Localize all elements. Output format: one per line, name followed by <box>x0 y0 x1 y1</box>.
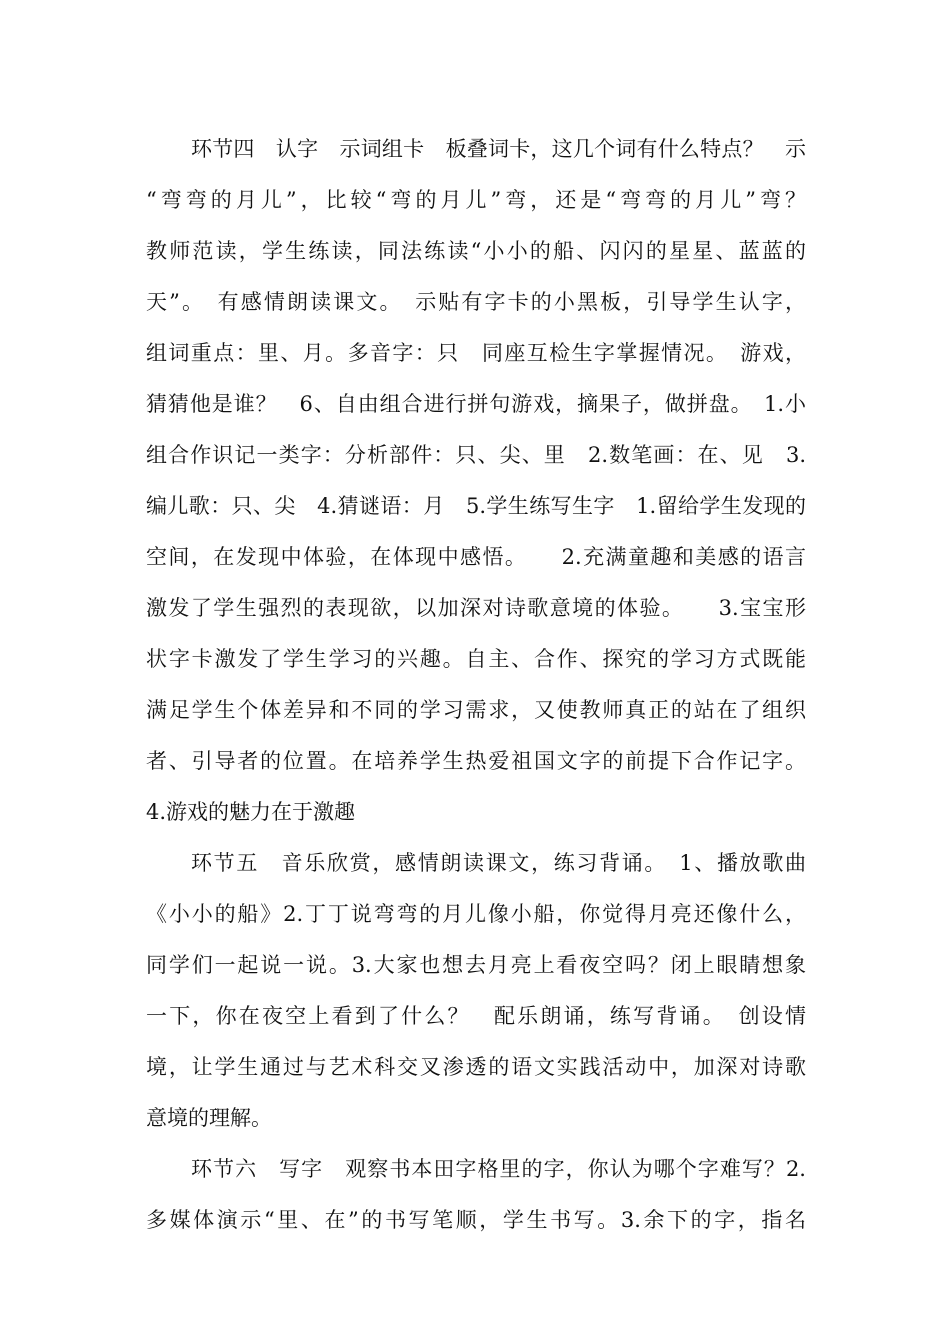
text-line: 同学们一起说一说。3.大家也想去月亮上看夜空吗？闭上眼睛想象 <box>146 953 806 977</box>
text-line: 环节五 音乐欣赏，感情朗读课文，练习背诵。 1、播放歌曲 <box>191 851 806 875</box>
text-line: 状字卡激发了学生学习的兴趣。自主、合作、探究的学习方式既能 <box>146 647 806 671</box>
text-line: 猜猜他是谁？ 6、自由组合进行拼句游戏，摘果子，做拼盘。 1.小 <box>146 392 806 416</box>
text-line: 编儿歌：只、尖 4.猜谜语：月 5.学生练写生字 1.留给学生发现的 <box>146 494 806 518</box>
text-line: 满足学生个体差异和不同的学习需求，又使教师真正的站在了组织 <box>146 698 806 722</box>
text-line: 环节六 写字 观察书本田字格里的字，你认为哪个字难写？2. <box>191 1157 806 1181</box>
text-line: 多媒体演示“里、在”的书写笔顺，学生书写。3.余下的字，指名 <box>146 1208 806 1232</box>
text-line: “弯弯的月儿”，比较“弯的月儿”弯，还是“弯弯的月儿”弯？ <box>146 188 806 212</box>
text-line: 一下，你在夜空上看到了什么？ 配乐朗诵，练写背诵。 创设情 <box>146 1004 806 1028</box>
text-line: 4.游戏的魅力在于激趣 <box>146 800 356 824</box>
text-line: 《小小的船》2.丁丁说弯弯的月儿像小船，你觉得月亮还像什么， <box>146 902 806 926</box>
text-line: 环节四 认字 示词组卡 板叠词卡，这几个词有什么特点？ 示 <box>191 137 806 161</box>
text-line: 组词重点：里、月。多音字：只 同座互检生字掌握情况。 游戏， <box>146 341 806 365</box>
text-line: 境，让学生通过与艺术科交叉渗透的语文实践活动中，加深对诗歌 <box>146 1055 806 1079</box>
text-line: 天”。 有感情朗读课文。 示贴有字卡的小黑板，引导学生认字， <box>146 290 806 314</box>
text-line: 意境的理解。 <box>146 1106 272 1130</box>
text-line: 者、引导者的位置。在培养学生热爱祖国文字的前提下合作记字。 <box>146 749 806 773</box>
text-line: 组合作识记一类字：分析部件：只、尖、里 2.数笔画：在、见 3. <box>146 443 806 467</box>
text-line: 教师范读，学生练读，同法练读“小小的船、闪闪的星星、蓝蓝的 <box>146 239 806 263</box>
text-line: 空间，在发现中体验，在体现中感悟。 2.充满童趣和美感的语言 <box>146 545 806 569</box>
text-line: 激发了学生强烈的表现欲，以加深对诗歌意境的体验。 3.宝宝形 <box>146 596 806 620</box>
